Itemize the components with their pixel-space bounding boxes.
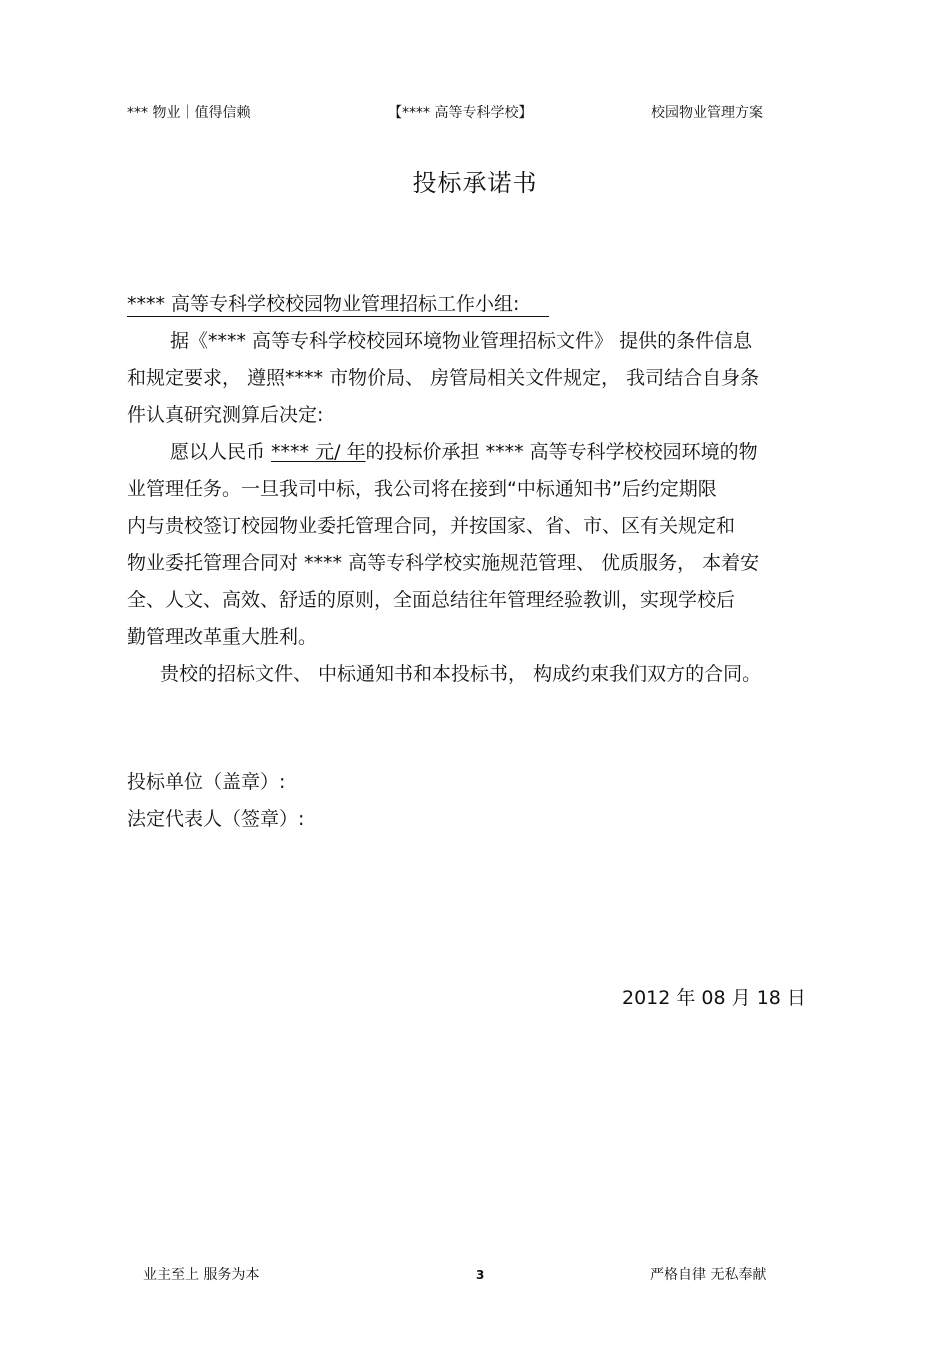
para2-line3: 内与贵校签订校园物业委托管理合同，并按国家、省、市、区有关规定和	[127, 515, 736, 537]
para2-prefix: 愿以人民币	[170, 441, 272, 463]
document-date: 2012 年 08 月 18 日	[622, 987, 806, 1009]
document-title: 投标承诺书	[412, 169, 538, 197]
footer-right-text: 严格自律 无私奉献	[650, 1267, 767, 1283]
footer-left-text: 业主至上 服务为本	[143, 1267, 260, 1283]
bidding-unit-label: 投标单位（盖章）:	[127, 771, 286, 793]
bid-price: **** 元/ 年	[271, 441, 366, 463]
para3-line: 贵校的招标文件、 中标通知书和本投标书， 构成约束我们双方的合同。	[160, 663, 762, 685]
para2-line2: 业管理任务。一旦我司中标，我公司将在接到“中标通知书”后约定期限	[127, 478, 717, 500]
addressee-line: **** 高等专科学校校园物业管理招标工作小组:	[127, 292, 549, 317]
page-number: 3	[476, 1268, 485, 1282]
legal-representative-label: 法定代表人（签章）:	[127, 808, 305, 830]
header-right-text: 校园物业管理方案	[651, 105, 763, 121]
para2-line1	[170, 440, 758, 464]
header-left-text: *** 物业｜值得信赖	[127, 105, 251, 121]
para2-line6: 勤管理改革重大胜利。	[127, 626, 318, 648]
para2-line5: 全、人文、高效、舒适的原则，全面总结往年管理经验教训，实现学校后	[127, 589, 736, 611]
para2-line4: 物业委托管理合同对 **** 高等专科学校实施规范管理、 优质服务， 本着安	[127, 552, 760, 574]
para2-suffix: 的投标价承担 **** 高等专科学校校园环境的物	[365, 441, 758, 463]
para1-line1: 据《**** 高等专科学校校园环境物业管理招标文件》 提供的条件信息	[170, 330, 753, 352]
header-center-text: 【**** 高等专科学校】	[388, 105, 533, 121]
para1-line3: 件认真研究测算后决定:	[127, 404, 324, 426]
para1-line2: 和规定要求， 遵照**** 市物价局、 房管局相关文件规定， 我司结合自身条	[127, 367, 760, 389]
